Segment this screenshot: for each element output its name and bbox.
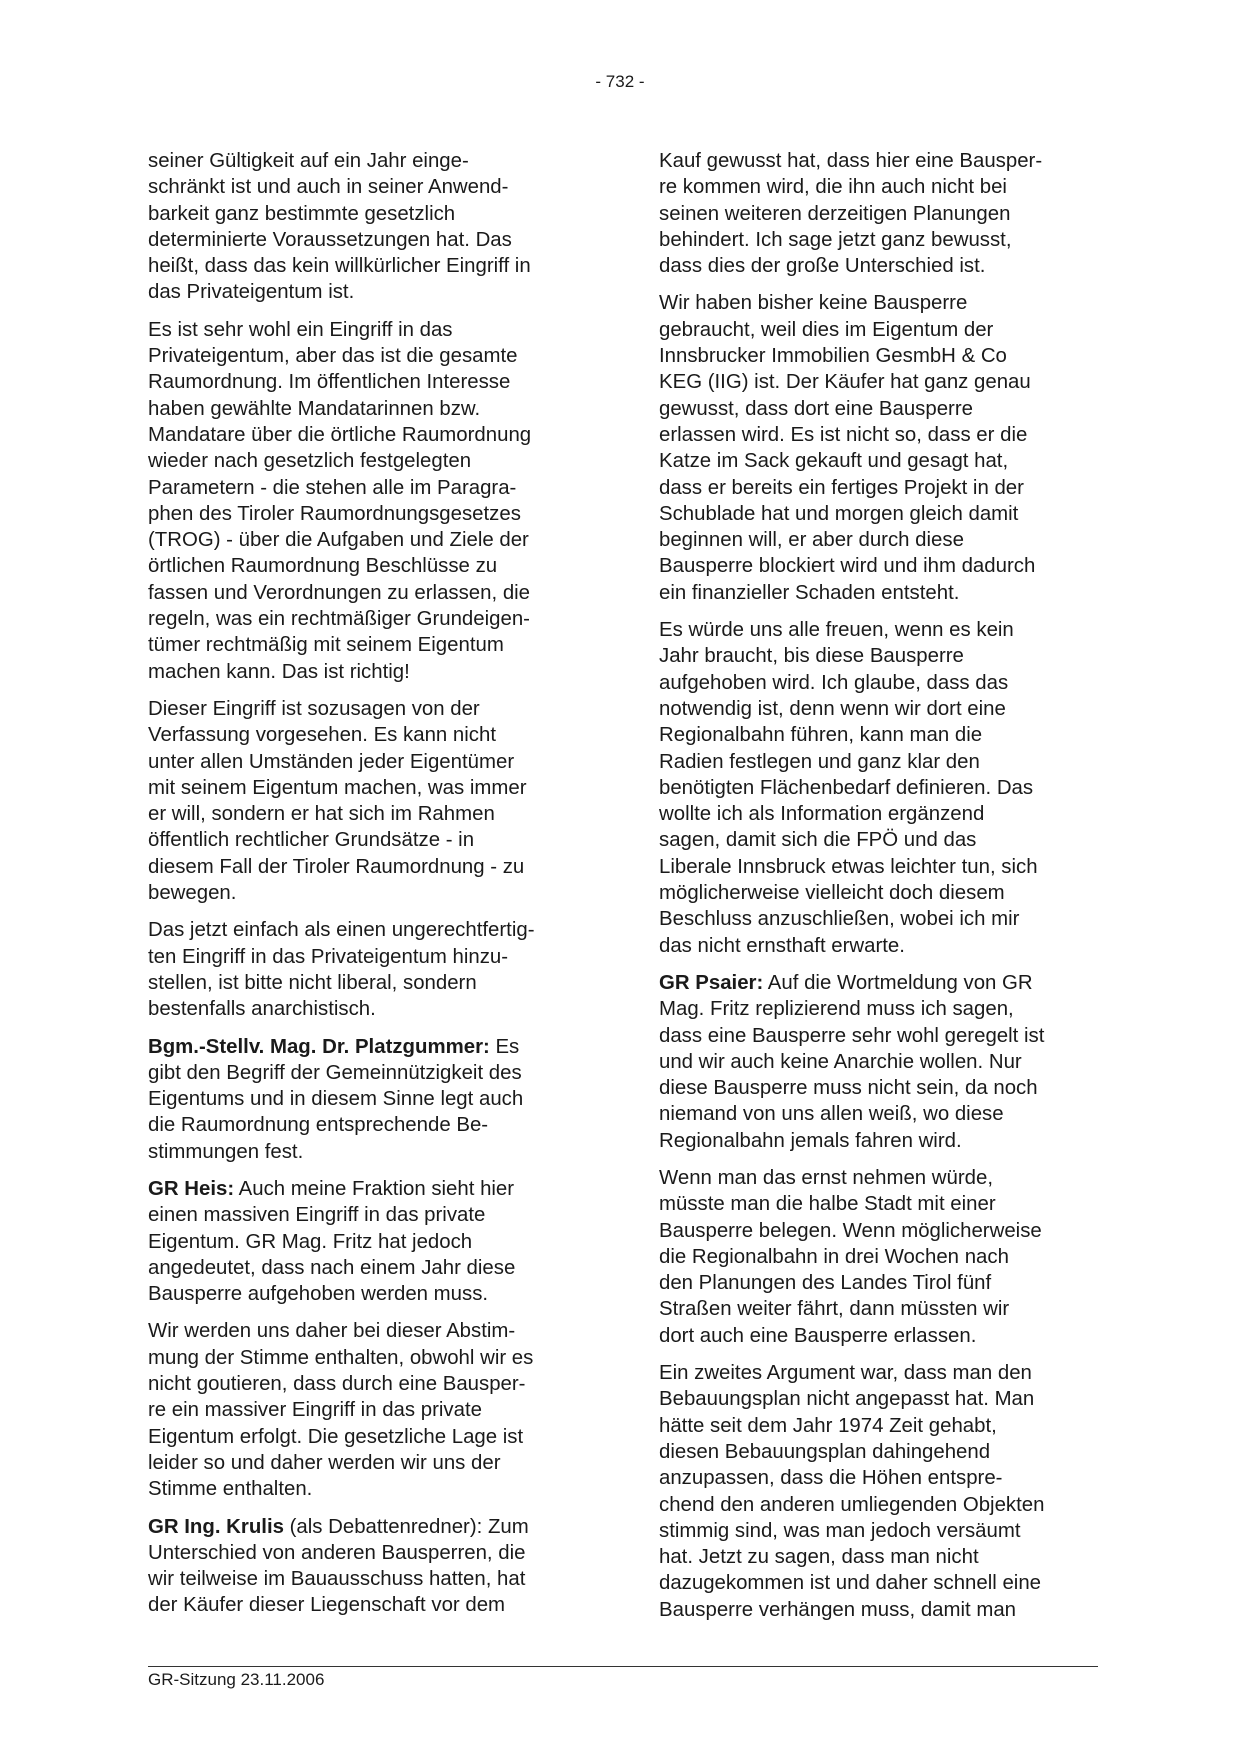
text-line: das Privateigentum ist. xyxy=(148,281,355,304)
text-line: diesem Fall der Tiroler Raumordnung - zu xyxy=(148,855,525,878)
text-line: Raumordnung. Im öffentlichen Interesse xyxy=(148,371,511,394)
paragraph xyxy=(659,148,1099,279)
speech-paragraph xyxy=(148,1514,588,1619)
text-line: dass eine Bausperre sehr wohl geregelt ist xyxy=(659,1024,1045,1047)
text-line: niemand von uns allen weiß, wo diese xyxy=(659,1103,1004,1126)
text-line: diese Bausperre muss nicht sein, da noch xyxy=(659,1077,1038,1100)
text-line: das nicht ernsthaft erwarte. xyxy=(659,934,905,957)
text-line: wir teilweise im Bauausschuss hatten, hat xyxy=(148,1568,526,1591)
text-line: mit seinem Eigentum machen, was immer xyxy=(148,776,527,799)
text-line: Wir haben bisher keine Bausperre xyxy=(659,292,968,315)
text-line: Beschluss anzuschließen, wobei ich mir xyxy=(659,908,1020,931)
speaker-name: GR Ing. Krulis xyxy=(148,1515,284,1538)
text-line: Stimme enthalten. xyxy=(148,1478,313,1501)
text-line: Bausperre verhängen muss, damit man xyxy=(659,1598,1017,1621)
right-column xyxy=(659,148,1099,1634)
text-line: Mandatare über die örtliche Raumordnung xyxy=(148,423,532,446)
left-column xyxy=(148,148,588,1630)
text-line: Regionalbahn führen, kann man die xyxy=(659,724,983,747)
text-line: Wir werden uns daher bei dieser Abstim- xyxy=(148,1320,516,1343)
text-line: (TROG) - über die Aufgaben und Ziele der xyxy=(148,529,529,552)
speech-continuation xyxy=(148,1062,523,1163)
paragraph xyxy=(148,1318,588,1502)
text-line: dort auch eine Bausperre erlassen. xyxy=(659,1324,977,1347)
text-line: der Käufer dieser Liegenschaft vor dem xyxy=(148,1594,506,1617)
text-line: und wir auch keine Anarchie wollen. Nur xyxy=(659,1050,1022,1073)
text-line: unter allen Umständen jeder Eigentümer xyxy=(148,750,515,773)
speech-text: Es xyxy=(489,1035,520,1058)
text-line: behindert. Ich sage jetzt ganz bewusst, xyxy=(659,228,1012,251)
text-line: leider so und daher werden wir uns der xyxy=(148,1451,501,1474)
text-line: erlassen wird. Es ist nicht so, dass er die xyxy=(659,423,1028,446)
page-number: - 732 - xyxy=(595,72,645,91)
speaker-name: GR Psaier: xyxy=(659,971,764,994)
text-line: örtlichen Raumordnung Beschlüsse zu xyxy=(148,555,498,578)
footer-divider xyxy=(148,1666,1098,1667)
text-line: re ein massiver Eingriff in das private xyxy=(148,1399,482,1422)
speech-continuation xyxy=(659,998,1044,1151)
text-line: Kauf gewusst hat, dass hier eine Bausper- xyxy=(659,150,1043,172)
text-line: Es ist sehr wohl ein Eingriff in das xyxy=(148,318,453,341)
speaker-name: GR Heis: xyxy=(148,1177,235,1200)
text-line: notwendig ist, denn wenn wir dort eine xyxy=(659,697,1006,720)
text-line: machen kann. Das ist richtig! xyxy=(148,660,410,683)
text-line: Eigentum. GR Mag. Fritz hat jedoch xyxy=(148,1230,473,1253)
text-line: haben gewählte Mandatarinnen bzw. xyxy=(148,397,481,420)
text-line: Schublade hat und morgen gleich damit xyxy=(659,502,1019,525)
text-line: wollte ich als Information ergänzend xyxy=(659,803,985,826)
text-line: re kommen wird, die ihn auch nicht bei xyxy=(659,176,1007,199)
text-line: stellen, ist bitte nicht liberal, sondern xyxy=(148,971,477,994)
speech-text: Auf die Wortmeldung von GR xyxy=(763,971,1033,994)
paragraph xyxy=(148,696,588,906)
text-line: dass er bereits ein fertiges Projekt in der xyxy=(659,476,1024,499)
text-line: gewusst, dass dort eine Bausperre xyxy=(659,397,973,420)
speech-continuation xyxy=(148,1542,525,1617)
text-line: hat. Jetzt zu sagen, dass man nicht xyxy=(659,1546,979,1569)
speech-paragraph xyxy=(148,1034,588,1165)
text-line: Wenn man das ernst nehmen würde, xyxy=(659,1166,993,1189)
text-line: Bausperre belegen. Wenn möglicherweise xyxy=(659,1219,1042,1242)
text-line: benötigten Flächenbedarf definieren. Das xyxy=(659,776,1034,799)
text-line: Bausperre blockiert wird und ihm dadurch xyxy=(659,555,1036,578)
text-line: Verfassung vorgesehen. Es kann nicht xyxy=(148,724,496,747)
text-line: möglicherweise vielleicht doch diesem xyxy=(659,882,1005,905)
text-line: anzupassen, dass die Höhen entspre- xyxy=(659,1467,1003,1490)
text-line: Innsbrucker Immobilien GesmbH & Co xyxy=(659,345,1007,368)
text-line: gibt den Begriff der Gemeinnützigkeit des xyxy=(148,1061,522,1084)
text-line: Es würde uns alle freuen, wenn es kein xyxy=(659,619,1014,642)
text-line: stimmungen fest. xyxy=(148,1140,304,1163)
text-line: hätte seit dem Jahr 1974 Zeit gehabt, xyxy=(659,1414,997,1437)
text-line: Bebauungsplan nicht angepasst hat. Man xyxy=(659,1388,1035,1411)
paragraph xyxy=(659,290,1099,606)
text-line: beginnen will, er aber durch diese xyxy=(659,529,964,552)
paragraph xyxy=(148,148,588,306)
text-line: Das jetzt einfach als einen ungerechtfertig- xyxy=(148,919,535,942)
text-line: Regionalbahn jemals fahren wird. xyxy=(659,1129,962,1152)
text-line: müsste man die halbe Stadt mit einer xyxy=(659,1193,996,1216)
text-line: stimmig sind, was man jedoch versäumt xyxy=(659,1519,1021,1542)
speech-paragraph xyxy=(148,1176,588,1307)
text-line: determinierte Voraussetzungen hat. Das xyxy=(148,228,512,251)
text-line: diesen Bebauungsplan dahingehend xyxy=(659,1440,991,1463)
text-line: schränkt ist und auch in seiner Anwend- xyxy=(148,176,509,199)
text-line: Privateigentum, aber das ist die gesamte xyxy=(148,345,518,368)
paragraph xyxy=(659,1165,1099,1349)
text-line: öffentlich rechtlicher Grundsätze - in xyxy=(148,829,475,852)
text-line: heißt, dass das kein willkürlicher Eingriff in xyxy=(148,255,531,278)
text-line: dass dies der große Unterschied ist. xyxy=(659,255,986,278)
text-line: Dieser Eingriff ist sozusagen von der xyxy=(148,697,480,720)
text-line: ten Eingriff in das Privateigentum hinzu- xyxy=(148,945,509,968)
paragraph xyxy=(148,317,588,685)
text-line: dazugekommen ist und daher schnell eine xyxy=(659,1572,1041,1595)
text-line: sagen, damit sich die FPÖ und das xyxy=(659,829,977,852)
text-line: tümer rechtmäßig mit seinem Eigentum xyxy=(148,634,504,657)
text-line: wieder nach gesetzlich festgelegten xyxy=(148,450,472,473)
text-line: Parametern - die stehen alle im Paragra- xyxy=(148,476,517,499)
paragraph xyxy=(659,617,1099,959)
paragraph xyxy=(659,1360,1099,1623)
text-line: die Raumordnung entsprechende Be- xyxy=(148,1114,489,1137)
footer-session-date: GR-Sitzung 23.11.2006 xyxy=(148,1670,325,1689)
text-line: Liberale Innsbruck etwas leichter tun, sich xyxy=(659,855,1038,878)
text-line: den Planungen des Landes Tirol fünf xyxy=(659,1272,992,1295)
text-line: aufgehoben wird. Ich glaube, dass das xyxy=(659,671,1009,694)
text-line: er will, sondern er hat sich im Rahmen xyxy=(148,803,495,826)
text-line: regeln, was ein rechtmäßiger Grundeigen- xyxy=(148,608,530,631)
speech-continuation xyxy=(148,1204,515,1305)
text-line: fassen und Verordnungen zu erlassen, die xyxy=(148,581,531,604)
text-line: KEG (IIG) ist. Der Käufer hat ganz genau xyxy=(659,371,1031,394)
text-line: mung der Stimme enthalten, obwohl wir es xyxy=(148,1346,534,1369)
text-line: Eigentums und in diesem Sinne legt auch xyxy=(148,1088,524,1111)
text-line: bewegen. xyxy=(148,882,237,905)
text-line: ein finanzieller Schaden entsteht. xyxy=(659,581,960,604)
text-line: barkeit ganz bestimmte gesetzlich xyxy=(148,202,456,225)
text-line: phen des Tiroler Raumordnungsgesetzes xyxy=(148,502,521,525)
text-line: Ein zweites Argument war, dass man den xyxy=(659,1362,1032,1385)
text-line: Mag. Fritz replizierend muss ich sagen, xyxy=(659,998,1014,1021)
text-line: die Regionalbahn in drei Wochen nach xyxy=(659,1245,1009,1268)
text-line: einen massiven Eingriff in das private xyxy=(148,1204,486,1227)
text-line: nicht goutieren, dass durch eine Bausper- xyxy=(148,1373,526,1396)
text-line: Radien festlegen und ganz klar den xyxy=(659,750,980,773)
text-line: Bausperre aufgehoben werden muss. xyxy=(148,1283,489,1306)
text-line: Straßen weiter fährt, dann müssten wir xyxy=(659,1298,1010,1321)
paragraph xyxy=(148,917,588,1022)
text-line: Katze im Sack gekauft und gesagt hat, xyxy=(659,450,1009,473)
text-line: Jahr braucht, bis diese Bausperre xyxy=(659,645,964,668)
speech-paragraph xyxy=(659,970,1099,1154)
text-line: bestenfalls anarchistisch. xyxy=(148,998,376,1021)
speaker-name: Bgm.-Stellv. Mag. Dr. Platzgummer: xyxy=(148,1035,490,1058)
text-line: seinen weiteren derzeitigen Planungen xyxy=(659,202,1011,225)
text-line: gebraucht, weil dies im Eigentum der xyxy=(659,318,994,341)
text-line: angedeutet, dass nach einem Jahr diese xyxy=(148,1256,516,1279)
text-line: chend den anderen umliegenden Objekten xyxy=(659,1493,1045,1516)
speech-text: (als Debattenredner): Zum xyxy=(283,1515,529,1538)
text-line: Eigentum erfolgt. Die gesetzliche Lage ist xyxy=(148,1425,524,1448)
speech-text: Auch meine Fraktion sieht hier xyxy=(234,1177,515,1200)
text-line: seiner Gültigkeit auf ein Jahr einge- xyxy=(148,150,469,172)
text-line: Unterschied von anderen Bausperren, die xyxy=(148,1541,526,1564)
